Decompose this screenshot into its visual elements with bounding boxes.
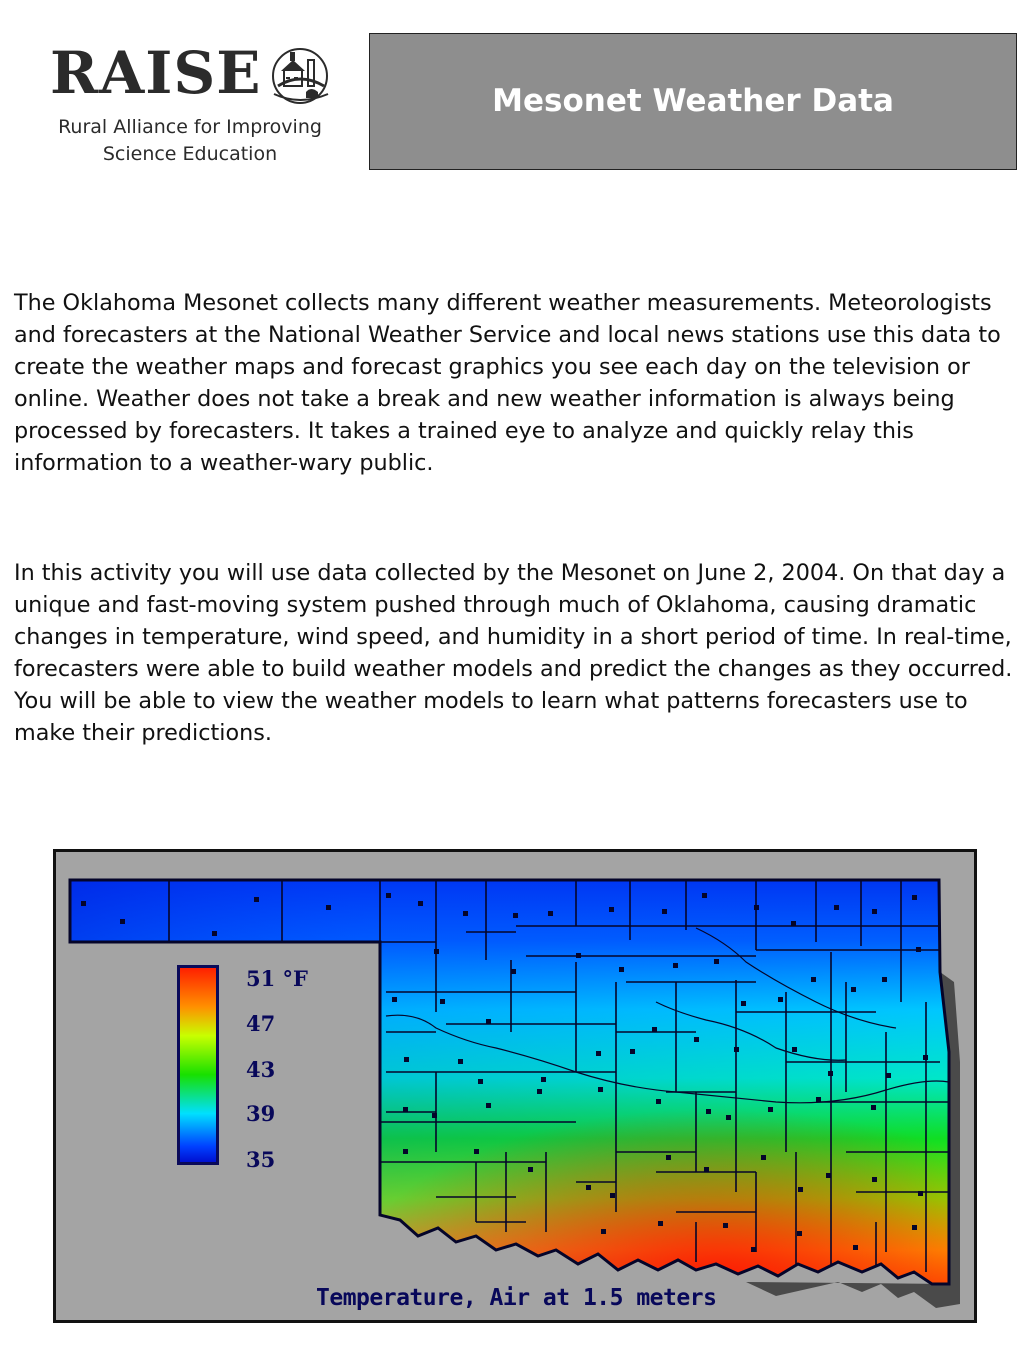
temperature-map [53, 849, 977, 1323]
legend-label-47: 47 [246, 1011, 276, 1036]
page-title: Mesonet Weather Data [492, 82, 894, 119]
school-emblem-icon [266, 42, 334, 108]
logo-subtitle-line2: Science Education [102, 143, 278, 165]
logo-subtitle-line1: Rural Alliance for Improving [58, 116, 322, 138]
title-banner [369, 33, 1017, 170]
activity-paragraph: In this activity you will use data collected by the Mesonet on June 2, 2004. On that day a unique and fast-moving system pushed through much of Oklahoma, causing dramatic changes in temperature, wind speed, and humidity in a short period of time. In real-time, forecasters were able to build weather models and predict the changes as they occurred. You will be able to view the weather models to learn what patterns forecasters use to make their predictions. [14, 560, 1013, 746]
temperature-legend-bar [177, 965, 219, 1165]
legend-label-39: 39 [246, 1101, 276, 1126]
legend-label-43: 43 [246, 1057, 276, 1082]
map-caption: Temperature, Air at 1.5 meters [316, 1285, 717, 1311]
intro-paragraph: The Oklahoma Mesonet collects many different weather measurements. Meteorologists and forecasters at the National Weather Service and local news stations use this data to create the weather maps and forecast graphics you see each day on the television or online. Weather does not take a break and new weather information is always being processed by forecasters. It takes a trained eye to analyze and quickly relay this information to a weather-wary public. [14, 290, 1001, 476]
logo-wordmark: RAISE [50, 39, 262, 107]
logo-subtitle [40, 114, 340, 168]
raise-logo [40, 38, 350, 178]
legend-label-35: 35 [246, 1147, 276, 1172]
legend-label-51: 51 °F [246, 966, 308, 991]
